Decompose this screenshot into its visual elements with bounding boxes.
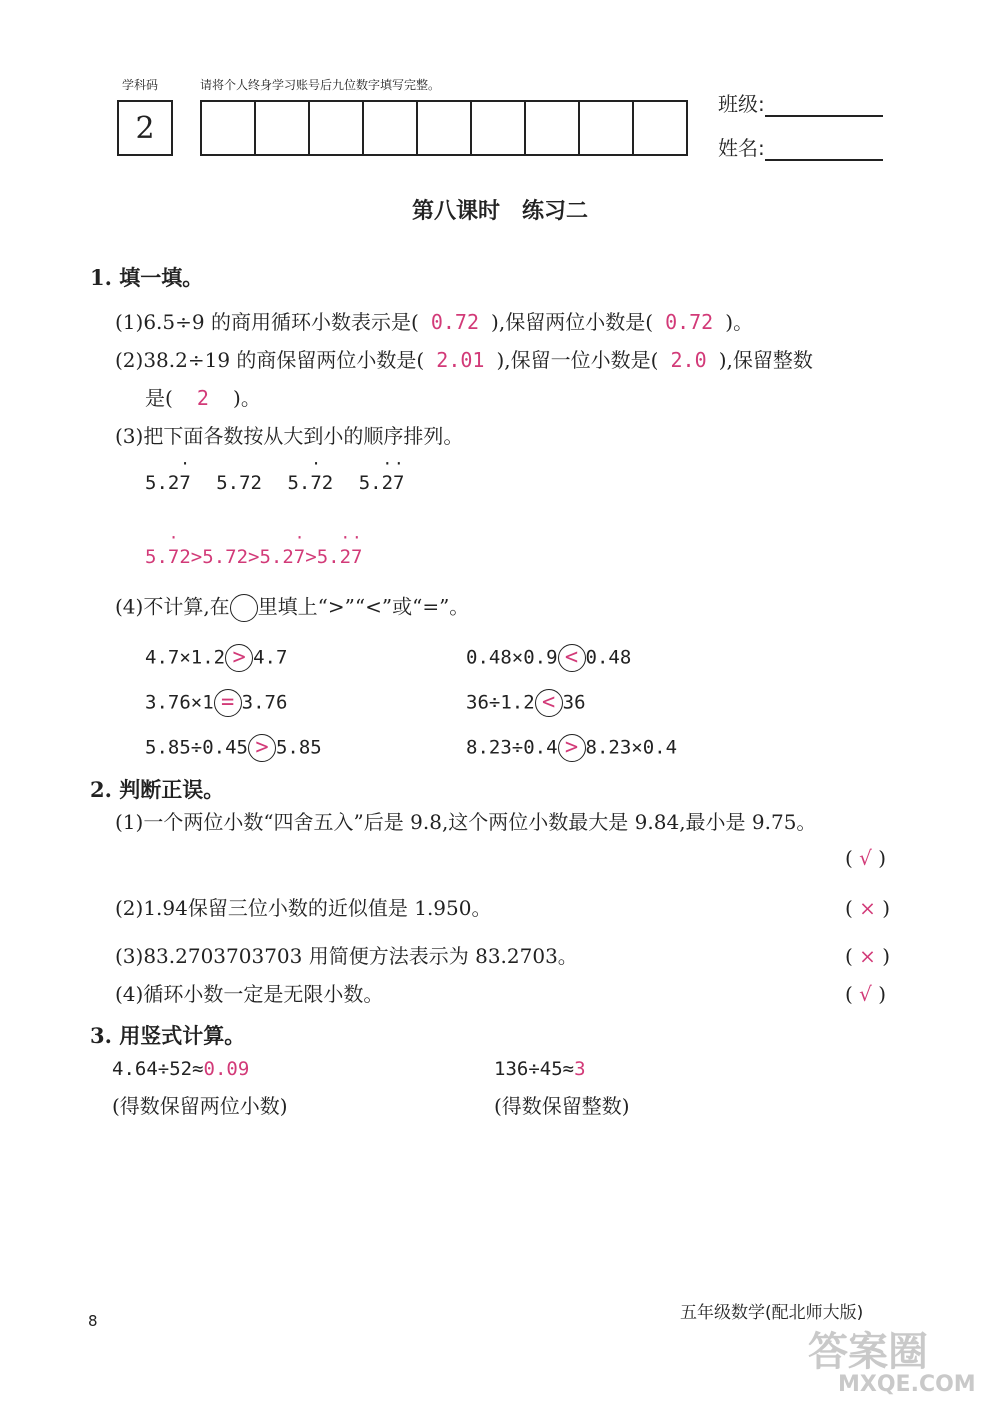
- gt-sign: >: [190, 546, 203, 568]
- answer-number-2: 5.72: [202, 546, 249, 568]
- digit-box[interactable]: [634, 102, 686, 154]
- compare-item-1: [145, 644, 287, 672]
- repeat-dot: · 7: [351, 546, 362, 568]
- question-1-1: [115, 312, 753, 332]
- q1-2-answer-3: [173, 386, 233, 410]
- judge-mark-4[interactable]: ( √ ): [845, 982, 887, 1006]
- number-1: 5.2· 7: [145, 472, 191, 494]
- compare-right: 36: [562, 691, 586, 714]
- q1-4-text-a: (4)不计算,在: [115, 594, 230, 619]
- judge-item-2: (2)1.94保留三位小数的近似值是 1.950。: [115, 896, 492, 920]
- class-label: 班级:: [718, 92, 765, 116]
- repeat-dot: · 7: [179, 472, 190, 494]
- judge-mark-1[interactable]: ( √ ): [845, 846, 887, 870]
- section-2-heading: 2. 判断正误。: [90, 777, 225, 802]
- calc-b: [494, 1058, 586, 1080]
- page-title: 第八课时 练习二: [411, 199, 588, 224]
- book-title: 五年级数学(配北师大版): [680, 1303, 864, 1323]
- section-3-heading: 3. 用竖式计算。: [90, 1023, 246, 1048]
- q1-1-text-c: )。: [725, 310, 754, 334]
- q1-2-answer-2: [658, 348, 718, 372]
- digit-box[interactable]: [202, 102, 256, 154]
- calc-a-note: (得数保留两位小数): [112, 1094, 288, 1118]
- repeat-dot: · 2: [382, 472, 393, 494]
- digit-box[interactable]: [472, 102, 526, 154]
- digit-box[interactable]: [580, 102, 634, 154]
- calc-a: [112, 1058, 249, 1080]
- q1-2-answer-3-value: 2: [196, 386, 209, 410]
- gt-sign: >: [248, 546, 260, 568]
- question-1-2-cont: [145, 388, 261, 408]
- q1-2-text-e: )。: [233, 386, 261, 410]
- answer-number-3: 5.2· 7: [259, 546, 305, 568]
- q1-2-text-a: (2)38.2÷19 的商保留两位小数是(: [115, 348, 425, 372]
- watermark-url: MXQE.COM: [838, 1372, 976, 1397]
- compare-left: 4.7×1.2: [145, 646, 226, 669]
- compare-right: 4.7: [253, 646, 288, 669]
- check-icon: √: [859, 982, 872, 1006]
- compare-item-4: [466, 689, 586, 717]
- q1-2-answer-1-value: 2.01: [436, 348, 485, 372]
- judge-item-3: (3)83.2703703703 用简便方法表示为 83.2703。: [115, 944, 578, 968]
- class-blank[interactable]: [765, 93, 883, 117]
- q1-1-answer-1-value: 0.72: [430, 310, 479, 334]
- repeat-dot: · 7: [393, 472, 404, 494]
- account-digit-boxes[interactable]: [200, 100, 688, 156]
- gt-sign: >: [305, 546, 317, 568]
- q1-1-text-a: (1)6.5÷9 的商用循环小数表示是(: [115, 310, 419, 334]
- digit-box[interactable]: [418, 102, 472, 154]
- compare-answer-circle[interactable]: <: [535, 689, 563, 717]
- q1-2-text-c: ),保留整数: [718, 348, 813, 372]
- judge-mark-2[interactable]: ( × ): [845, 896, 891, 920]
- question-1-4: [115, 594, 469, 622]
- judge-mark-3[interactable]: ( × ): [845, 944, 891, 968]
- calc-a-answer: 0.09: [203, 1058, 250, 1080]
- compare-answer-circle[interactable]: >: [225, 644, 253, 672]
- check-icon: √: [859, 846, 872, 870]
- watermark-logo: 答案圈: [808, 1329, 928, 1375]
- empty-circle-icon: [230, 594, 258, 622]
- compare-left: 0.48×0.9: [466, 646, 558, 669]
- q1-1-answer-1: [419, 310, 491, 334]
- name-field[interactable]: [718, 132, 883, 161]
- compare-item-5: [145, 734, 322, 762]
- repeat-dot: · 2: [340, 546, 351, 568]
- question-1-3-answer: [145, 546, 363, 568]
- calc-b-answer: 3: [574, 1058, 586, 1080]
- q1-2-answer-1: [424, 348, 496, 372]
- compare-answer-circle[interactable]: >: [558, 734, 586, 762]
- name-blank[interactable]: [765, 137, 883, 161]
- q1-1-answer-2: [653, 310, 725, 334]
- subject-code-label: 学科码: [122, 78, 159, 92]
- q1-2-text-d: 是(: [145, 386, 173, 410]
- judge-item-4: (4)循环小数一定是无限小数。: [115, 982, 384, 1006]
- digit-box[interactable]: [310, 102, 364, 154]
- name-label: 姓名:: [718, 136, 765, 160]
- number-3: 5.· 72: [287, 472, 333, 494]
- subject-code-value: 2: [135, 110, 155, 146]
- digit-box[interactable]: [526, 102, 580, 154]
- compare-item-3: [145, 689, 287, 717]
- compare-answer-circle[interactable]: <: [558, 644, 586, 672]
- answer-number-1: 5.· 72: [145, 546, 191, 568]
- section-1-heading: 1. 填一填。: [90, 265, 204, 290]
- compare-answer-circle[interactable]: =: [214, 689, 242, 717]
- q1-2-answer-2-value: 2.0: [670, 348, 707, 372]
- calc-a-expression: 4.64÷52≈: [112, 1058, 204, 1080]
- account-instruction: 请将个人终身学习账号后九位数字填写完整。: [200, 78, 441, 92]
- class-field[interactable]: [718, 88, 883, 117]
- compare-right: 8.23×0.4: [585, 736, 678, 759]
- compare-right: 5.85: [275, 736, 322, 759]
- digit-box[interactable]: [256, 102, 310, 154]
- answer-number-4: 5.· 2· 7: [317, 546, 363, 568]
- compare-left: 3.76×1: [145, 691, 214, 714]
- compare-right: 3.76: [241, 691, 288, 714]
- compare-left: 5.85÷0.45: [145, 736, 248, 759]
- compare-left: 8.23÷0.4: [466, 736, 558, 759]
- q1-1-answer-2-value: 0.72: [665, 310, 714, 334]
- q1-4-text-b: 里填上“>”“<”或“=”。: [257, 594, 470, 619]
- repeat-dot: · 7: [168, 546, 179, 568]
- number-4: 5.· 2· 7: [359, 472, 405, 494]
- number-2: 5.72: [216, 472, 262, 494]
- question-1-3-numbers: [145, 472, 405, 494]
- compare-item-2: [466, 644, 631, 672]
- page-number: 8: [88, 1312, 98, 1330]
- compare-left: 36÷1.2: [466, 691, 535, 714]
- question-1-3: (3)把下面各数按从大到小的顺序排列。: [115, 424, 464, 448]
- q1-2-text-b: ),保留一位小数是(: [496, 348, 659, 372]
- compare-item-6: [466, 734, 677, 762]
- calc-b-note: (得数保留整数): [494, 1094, 630, 1118]
- cross-icon: ×: [859, 944, 876, 968]
- compare-right: 0.48: [585, 646, 632, 669]
- q1-1-text-b: ),保留两位小数是(: [491, 310, 654, 334]
- repeat-dot: · 7: [310, 472, 321, 494]
- calc-b-expression: 136÷45≈: [494, 1058, 575, 1080]
- question-1-2: [115, 350, 813, 370]
- cross-icon: ×: [859, 896, 876, 920]
- judge-item-1: (1)一个两位小数“四舍五入”后是 9.8,这个两位小数最大是 9.84,最小是 9.75。: [115, 810, 817, 834]
- compare-answer-circle[interactable]: >: [248, 734, 276, 762]
- digit-box[interactable]: [364, 102, 418, 154]
- subject-code-box[interactable]: [117, 100, 173, 156]
- repeat-dot: · 7: [294, 546, 305, 568]
